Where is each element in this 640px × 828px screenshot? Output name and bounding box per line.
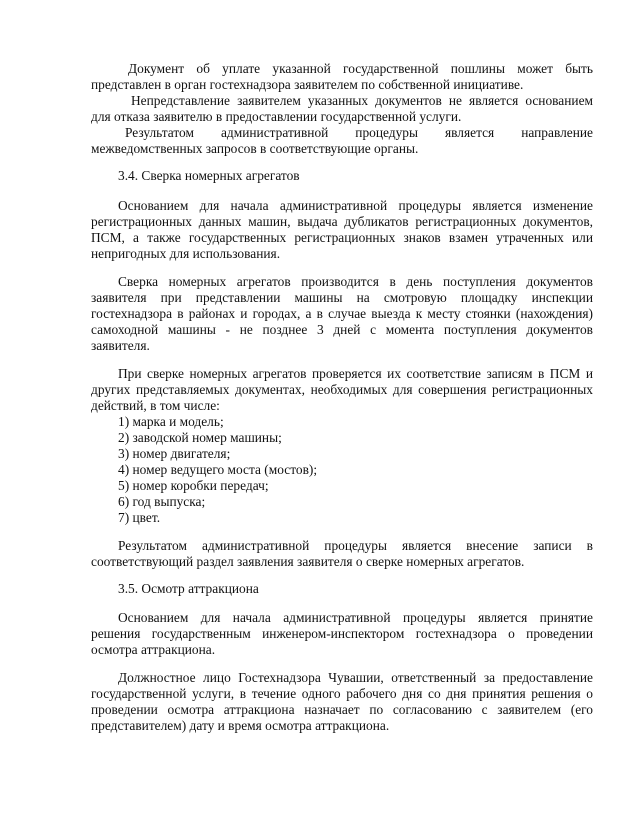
list-item: 3) номер двигателя;: [118, 446, 231, 461]
text-line: регистрационных данных машин, выдача дубликатов регистрационных документов,: [91, 214, 593, 229]
text-line: ПСМ, а также государственных регистрационных знаков взамен утраченных или: [91, 230, 593, 245]
text-line: представлен в орган гостехнадзора заявителем по собственной инициативе.: [91, 77, 524, 92]
text-line: для отказа заявителю в предоставлении государственной услуги.: [91, 109, 462, 124]
text-line: Должностное лицо Гостехнадзора Чувашии, ответственный за предоставление: [118, 670, 593, 685]
text-line: других представляемых документах, необходимых для совершения регистрационных: [91, 382, 593, 397]
list-item: 4) номер ведущего моста (мостов);: [118, 462, 318, 477]
list-item: 1) марка и модель;: [118, 414, 224, 429]
text-line: действий, в том числе:: [91, 398, 220, 413]
text-line: Основанием для начала административной процедуры является изменение: [118, 198, 593, 213]
list-item: 5) номер коробки передач;: [118, 478, 269, 493]
list-item: 7) цвет.: [118, 510, 161, 525]
section-heading: 3.5. Осмотр аттракциона: [118, 581, 259, 596]
text-line: самоходной машины - не позднее 3 дней с момента поступления документов: [91, 322, 593, 337]
text-line: Документ об уплате указанной государственной пошлины может быть: [128, 61, 593, 76]
list-item: 2) заводской номер машины;: [118, 430, 282, 445]
text-line: Основанием для начала административной процедуры является принятие: [118, 610, 593, 625]
text-line: представителем) дату и время осмотра аттракциона.: [91, 718, 390, 733]
text-line: решения государственным инженером-инспектором гостехнадзора о проведении: [91, 626, 593, 641]
text-line: заявителя при представлении машины на смотровую площадку инспекции: [91, 290, 593, 305]
text-line: государственной услуги, в течение одного рабочего дня со дня принятия решения о: [91, 686, 593, 701]
section-heading: 3.4. Сверка номерных агрегатов: [118, 168, 300, 183]
text-line: Сверка номерных агрегатов производится в день поступления документов: [118, 274, 593, 289]
text-line: межведомственных запросов в соответствующие органы.: [91, 141, 419, 156]
text-line: непригодных для использования.: [91, 246, 281, 261]
text-line: При сверке номерных агрегатов проверяется их соответствие записям в ПСМ и: [118, 366, 593, 381]
text-line: Результатом административной процедуры является направление: [125, 125, 593, 140]
text-line: соответствующий раздел заявления заявителя о сверке номерных агрегатов.: [91, 554, 525, 569]
text-line: Результатом административной процедуры является внесение записи в: [118, 538, 593, 553]
text-line: проведении осмотра аттракциона назначает по согласованию с заявителем (его: [91, 702, 593, 717]
text-line: осмотра аттракциона.: [91, 642, 216, 657]
text-line: Непредставление заявителем указанных документов не является основанием: [131, 93, 593, 108]
text-line: гостехнадзора в районах и городах, а в случае выезда к месту стоянки (нахождения): [91, 306, 593, 321]
text-line: заявителя.: [91, 338, 150, 353]
list-item: 6) год выпуска;: [118, 494, 206, 509]
